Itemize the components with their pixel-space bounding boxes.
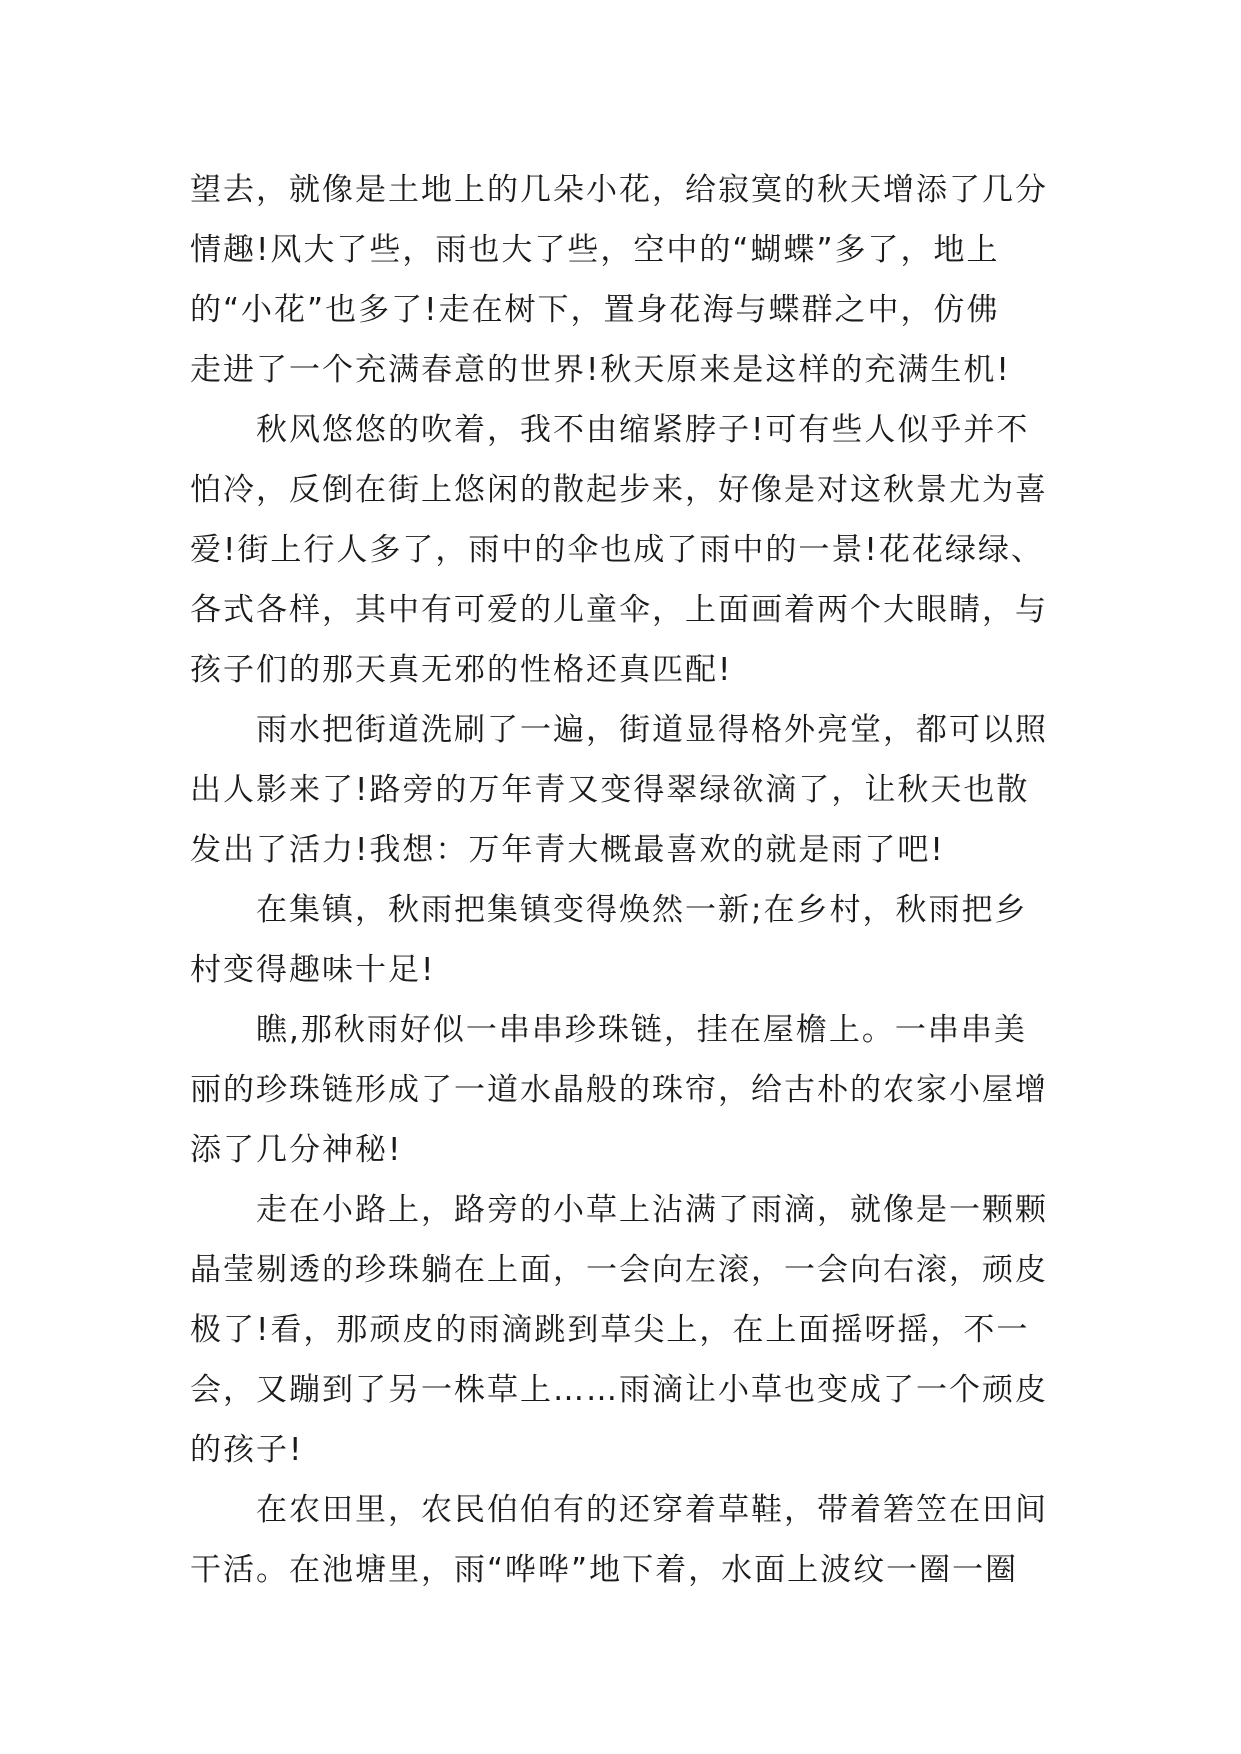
text-line: 丽的珍珠链形成了一道水晶般的珠帘，给古朴的农家小屋增: [190, 1072, 1048, 1108]
text-line: 孩子们的那天真无邪的性格还真匹配!: [190, 652, 733, 688]
paragraph-first-line: 在集镇，秋雨把集镇变得焕然一新;在乡村，秋雨把乡: [256, 892, 1028, 928]
text-line: 的孩子!: [190, 1432, 304, 1468]
text-line: 极了!看，那顽皮的雨滴跳到草尖上，在上面摇呀摇，不一: [190, 1312, 1030, 1348]
text-line: 出人影来了!路旁的万年青又变得翠绿欲滴了，让秋天也散: [190, 772, 1030, 808]
text-line: 干活。在池塘里，雨“哗哗”地下着，水面上波纹一圈一圈: [190, 1552, 1019, 1588]
paragraph-first-line: 雨水把街道洗刷了一遍，街道显得格外亮堂，都可以照: [256, 712, 1048, 748]
text-line: 添了几分神秘!: [190, 1132, 403, 1168]
paragraph-first-line: 走在小路上，路旁的小草上沾满了雨滴，就像是一颗颗: [256, 1192, 1048, 1228]
text-line: 怕冷，反倒在街上悠闲的散起步来，好像是对这秋景尤为喜: [190, 472, 1048, 508]
paragraph-first-line: 秋风悠悠的吹着，我不由缩紧脖子!可有些人似乎并不: [256, 412, 1030, 448]
paragraph-first-line: 瞧,那秋雨好似一串串珍珠链，挂在屋檐上。一串串美: [256, 1012, 1027, 1048]
text-line: 各式各样，其中有可爱的儿童伞，上面画着两个大眼睛，与: [190, 592, 1048, 628]
text-line: 走进了一个充满春意的世界!秋天原来是这样的充满生机!: [190, 352, 1011, 388]
paragraph-first-line: 在农田里，农民伯伯有的还穿着草鞋，带着箬笠在田间: [256, 1492, 1048, 1528]
text-line: 爱!街上行人多了，雨中的伞也成了雨中的一景!花花绿绿、: [190, 532, 1044, 568]
text-line: 的“小花”也多了!走在树下，置身花海与蝶群之中，仿佛: [190, 292, 1000, 328]
text-line: 情趣!风大了些，雨也大了些，空中的“蝴蝶”多了，地上: [190, 232, 1000, 268]
text-line: 晶莹剔透的珍珠躺在上面，一会向左滚，一会向右滚，顽皮: [190, 1252, 1048, 1288]
document-body: [190, 160, 1070, 1600]
text-line: 望去，就像是土地上的几朵小花，给寂寞的秋天增添了几分: [190, 172, 1048, 208]
text-line: 会，又蹦到了另一株草上……雨滴让小草也变成了一个顽皮: [190, 1372, 1048, 1408]
text-line: 发出了活力!我想：万年青大概最喜欢的就是雨了吧!: [190, 832, 945, 868]
text-line: 村变得趣味十足!: [190, 952, 436, 988]
